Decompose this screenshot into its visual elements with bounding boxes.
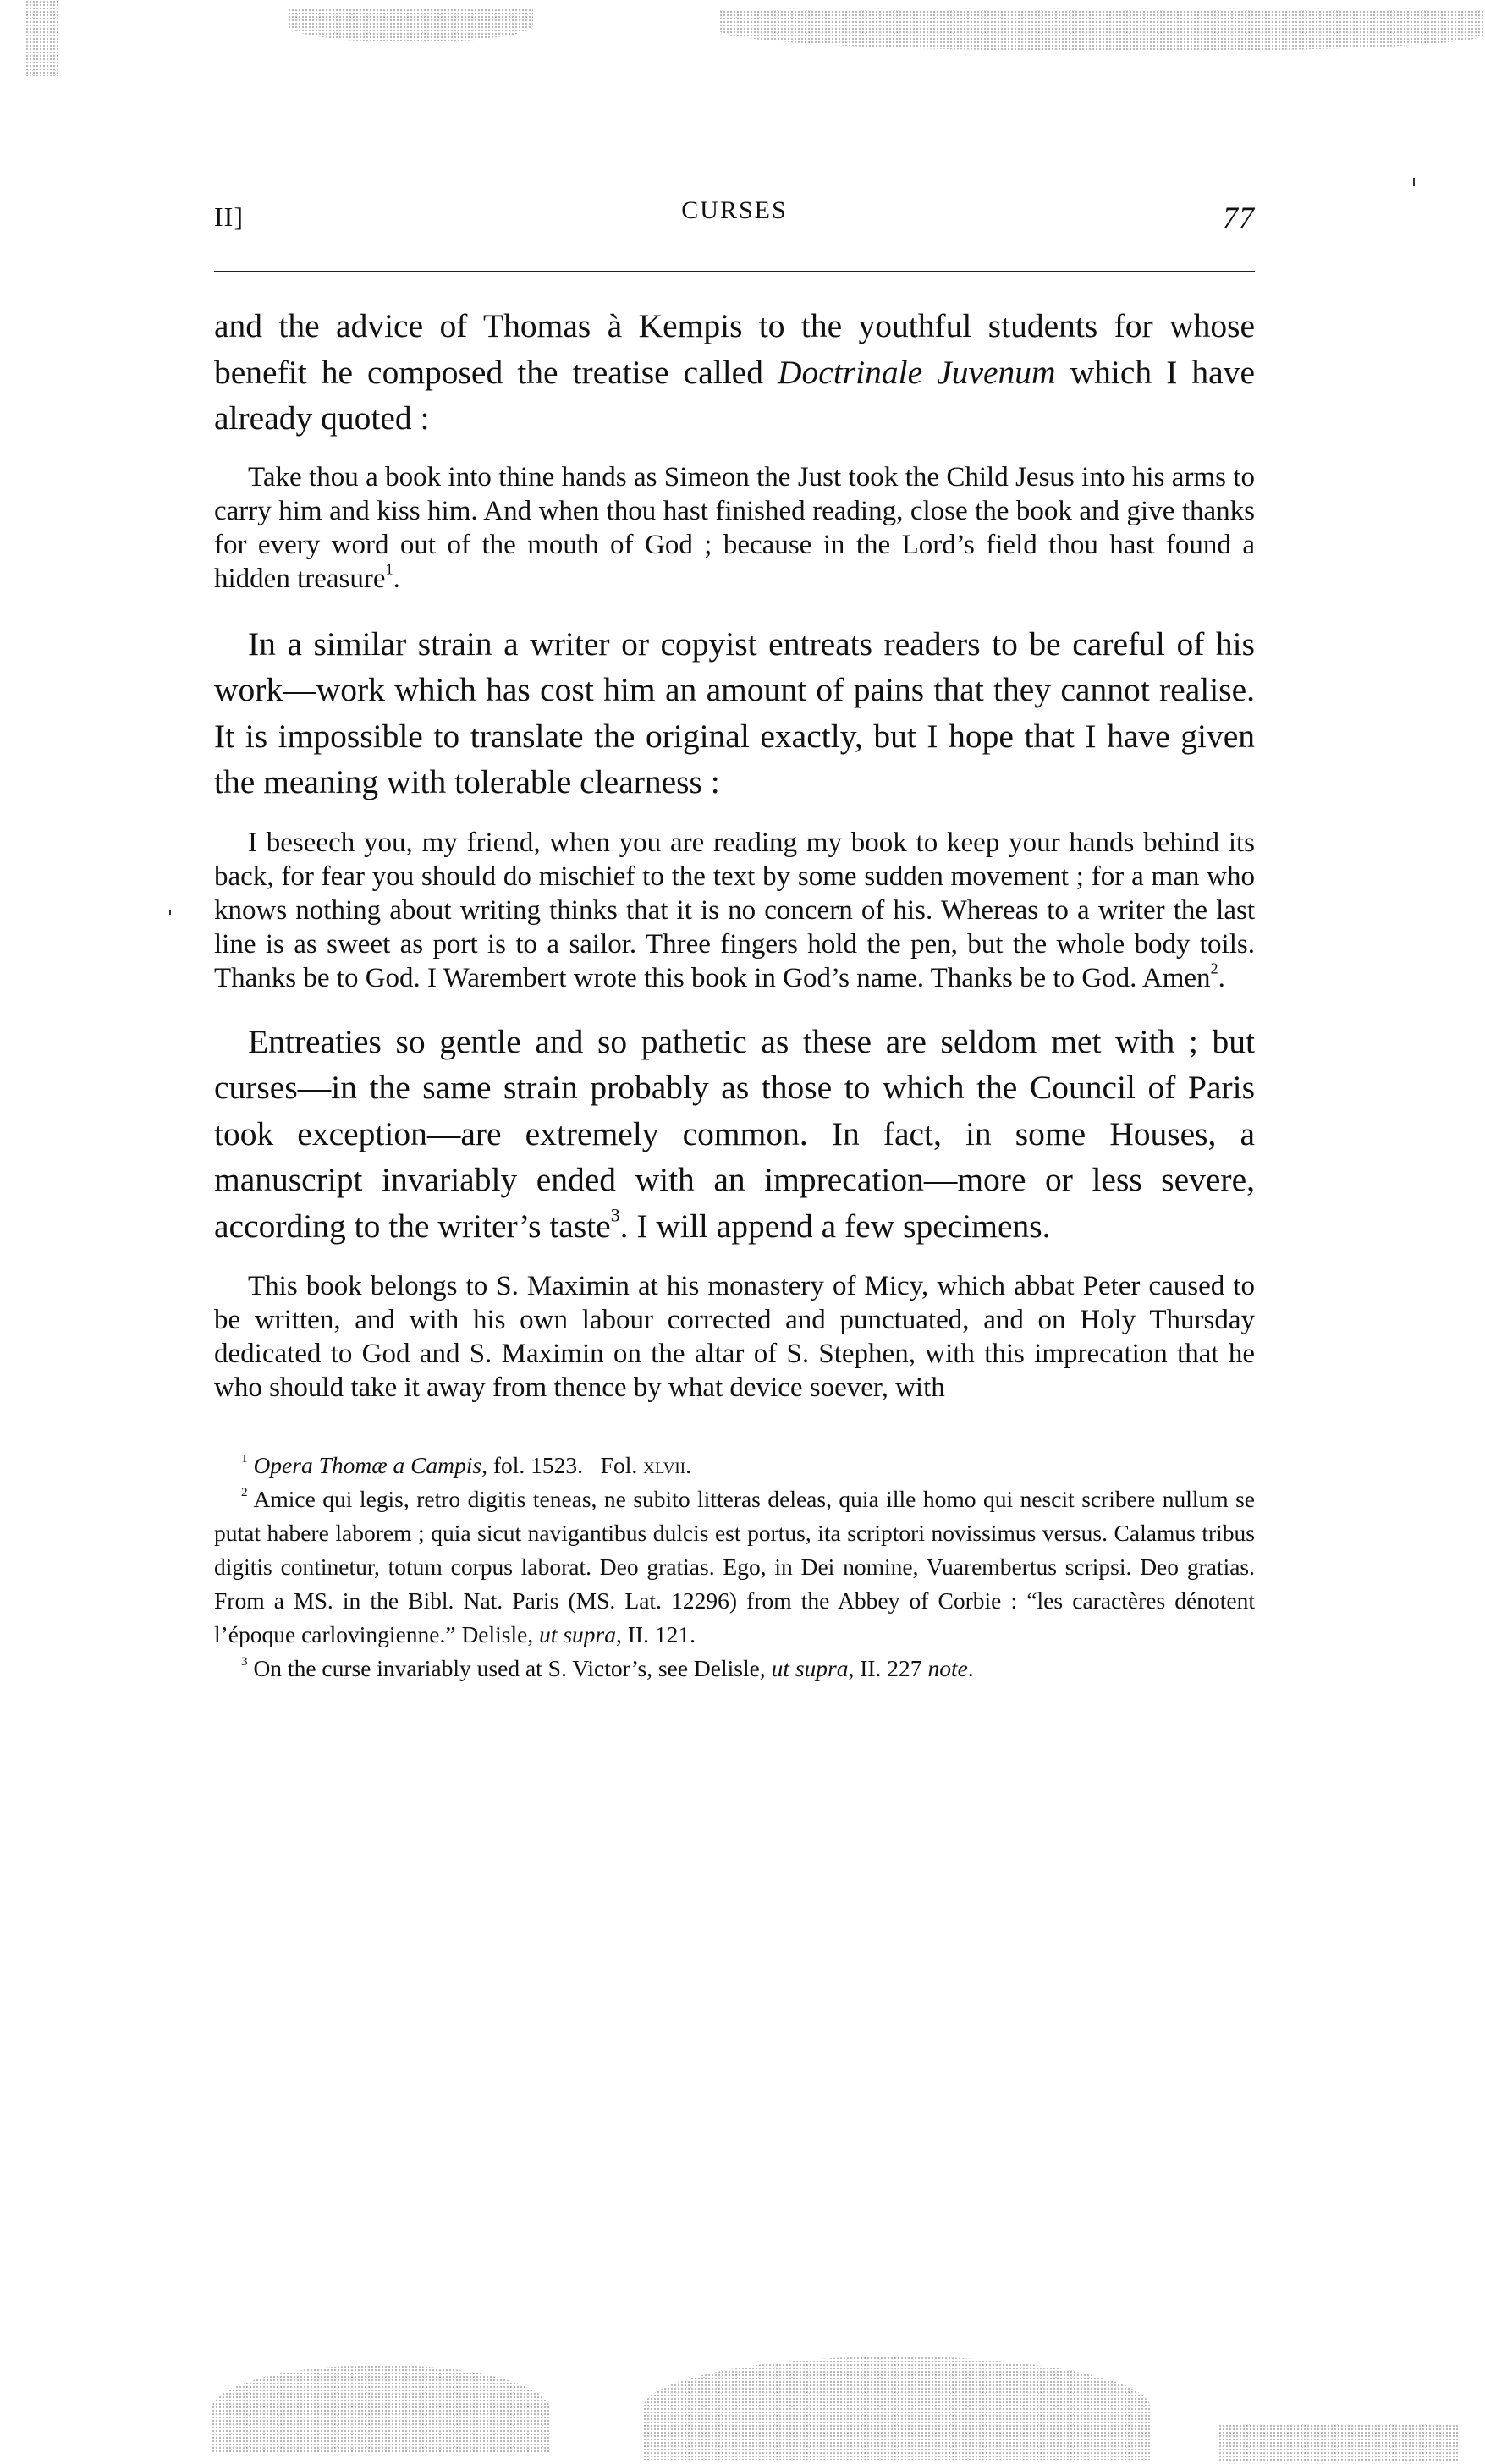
footnote-3-text: On the curse invariably used at S. Victor’s, see Delisle, bbox=[253, 1655, 772, 1681]
scan-artifact-bottom-left bbox=[212, 2365, 550, 2454]
footnote-3-end: . bbox=[967, 1655, 974, 1681]
footnote-2-end: , II. 121. bbox=[616, 1621, 696, 1647]
paragraph-2-text: In a similar strain a writer or copyist entreats readers to be careful of his work—work which has cost him an amount of pains that they cannot realise. It is impossible to translate the original exactly, but I hope that I have given the meaning with tolerable clearness : bbox=[214, 624, 1255, 800]
quote-2-text: I beseech you, my friend, when you are reading my book to keep your hands behind its back, for fear you should do mischief to the text by some sudden movement ; for a man who knows nothing about writing thinks that it is no concern of his. Whereas to a writer the last line is as sweet as port is to a sailor. Three fingers hold the pen, but the whole body toils. Thanks be to God. I Warembert wrote this book in God’s name. Thanks be to God. Amen bbox=[214, 827, 1255, 993]
footnote-1-text: , fol. 1523. Fol. bbox=[481, 1452, 644, 1478]
footnote-ref-2[interactable]: 2 bbox=[1210, 960, 1218, 977]
running-head bbox=[214, 196, 1255, 237]
footnote-ref-3[interactable]: 3 bbox=[610, 1205, 620, 1226]
footnote-3 bbox=[214, 1652, 1255, 1686]
paragraph-3-text-end: . I will append a few specimens. bbox=[619, 1207, 1051, 1245]
footnote-marker-3: 3 bbox=[241, 1655, 248, 1669]
margin-mark-left bbox=[169, 910, 171, 915]
quote-1-text: Take thou a book into thine hands as Simeon the Just took the Child Jesus into his arms to carry him and kiss him. And when thou hast finished reading, close the book and give thanks for every word out of the mouth of God ; because in the Lord’s field thou hast found a hidden treasure bbox=[214, 461, 1255, 594]
margin-mark-right bbox=[1413, 178, 1415, 186]
footnote-2-text: Amice qui legis, retro digitis teneas, ne subito litteras deleas, quia ille homo qui nescit scribere nullum se putat habere laborem ; quia sicut navigantibus dulcis est portus, ita scriptori novissimus versus. Calamus tribus digitis continetur, totum corpus laborat. Deo gratias. Ego, in Dei nomine, Vuarembertus scripsi. Deo gratias. From a MS. in the Bibl. Nat. Paris (MS. Lat. 12296) from the Abbey of Corbie : “les caractères dénotent l’époque carlovingienne.” Delisle, bbox=[214, 1486, 1256, 1647]
footnote-1 bbox=[214, 1449, 1255, 1482]
footnote-1-folio: xlvii bbox=[643, 1452, 686, 1478]
paragraph-1-text-end: which I have already quoted : bbox=[214, 353, 1255, 437]
scan-artifact-bottom-right bbox=[1218, 2424, 1460, 2461]
chapter-title: CURSES bbox=[681, 196, 788, 224]
footnotes bbox=[214, 1449, 1255, 1686]
footnote-3-citation: ut supra bbox=[771, 1655, 849, 1681]
footnote-ref-1[interactable]: 1 bbox=[385, 560, 393, 578]
paragraph-1 bbox=[214, 303, 1255, 442]
footnote-marker-1: 1 bbox=[241, 1452, 248, 1466]
footnote-3-text-b: , II. 227 bbox=[848, 1655, 928, 1681]
footnote-1-end: . bbox=[685, 1452, 691, 1478]
page-number: 77 bbox=[1223, 201, 1255, 234]
scan-artifact-top-center bbox=[288, 8, 533, 42]
paragraph-1-text: and the advice of Thomas à Kempis to the youthful students for whose benefit he composed the treatise called bbox=[214, 307, 1255, 391]
block-quote-2 bbox=[214, 826, 1255, 995]
quote-3-text: This book belongs to S. Maximin at his monastery of Micy, which abbat Peter caused to be written, and with his own labour corrected and punctuated, and on Holy Thursday dedicated to God and S. Maximin on the altar of S. Stephen, with this imprecation that he who should take it away from thence by what device soever, with bbox=[214, 1271, 1255, 1403]
footnote-2-citation: ut supra bbox=[539, 1621, 617, 1647]
chapter-number: II] bbox=[214, 201, 244, 232]
footnote-3-note: note bbox=[927, 1655, 968, 1681]
work-title: Doctrinale Juvenum bbox=[778, 353, 1056, 391]
scan-artifact-bottom-center bbox=[643, 2357, 1151, 2460]
footnote-marker-2: 2 bbox=[241, 1486, 248, 1500]
paragraph-3 bbox=[214, 1019, 1255, 1250]
footnote-1-title: Opera Thomæ a Campis bbox=[253, 1452, 482, 1478]
paragraph-3-text: Entreaties so gentle and so pathetic as these are seldom met with ; but curses—in the same strain probably as those to which the Council of Paris took exception—are extremely common. In fact, in some Houses, a manuscript invariably ended with an imprecation—more or less severe, according to the writer’s taste bbox=[214, 1022, 1255, 1245]
quote-1-end: . bbox=[393, 563, 400, 594]
book-page bbox=[214, 196, 1255, 1686]
block-quote-3 bbox=[214, 1269, 1255, 1405]
scan-artifact-top-left bbox=[25, 0, 59, 76]
footnote-2 bbox=[214, 1482, 1255, 1652]
quote-2-end: . bbox=[1218, 962, 1225, 993]
paragraph-2 bbox=[214, 621, 1255, 806]
header-rule bbox=[214, 271, 1255, 272]
block-quote-1 bbox=[214, 460, 1255, 596]
scan-artifact-top-right bbox=[719, 10, 1485, 51]
